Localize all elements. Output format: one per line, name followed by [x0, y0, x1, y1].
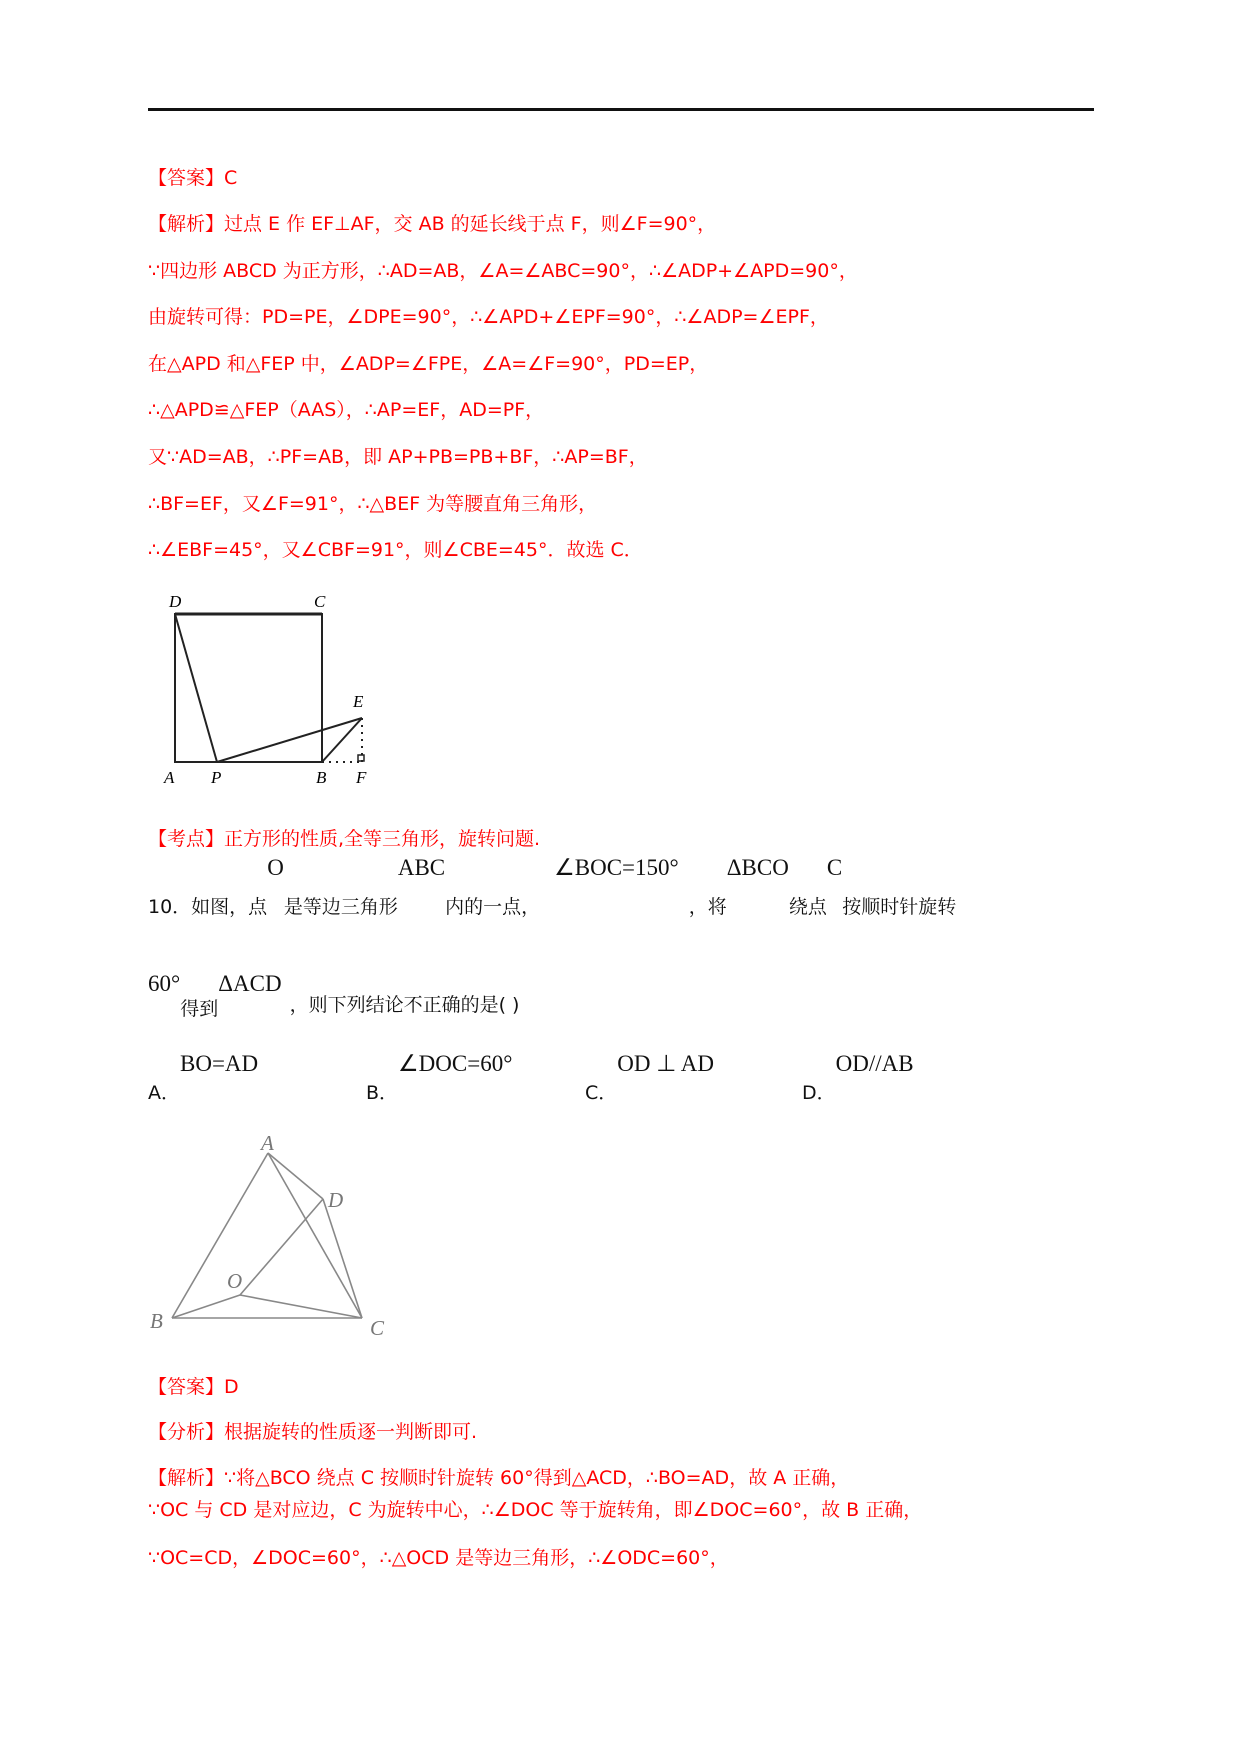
- q10-solution-line: 【解析】∵将△BCO 绕点 C 按顺时针旋转 60°得到△ACD，∴BO=AD，故 A 正确，: [148, 1467, 850, 1489]
- square-figure: [150, 585, 390, 785]
- svg-text:A: A: [164, 768, 175, 785]
- answer-label: 【答案】: [148, 167, 225, 189]
- q9-solution-line: ∵四边形 ABCD 为正方形，∴AD=AB，∠A=∠ABC=90°，∴∠ADP+∠APD=90°，: [148, 260, 858, 282]
- svg-text:P: P: [211, 768, 222, 785]
- svg-text:C: C: [314, 592, 326, 611]
- svg-text:D: D: [328, 1188, 344, 1212]
- q10-stem-line2: 60°得到ΔACD，则下列结论不正确的是( ): [148, 971, 520, 1020]
- q10-solution-line: ∵OC 与 CD 是对应边，C 为旋转中心，∴∠DOC 等于旋转角，即∠DOC=60°，故 B 正确，: [148, 1499, 923, 1521]
- q10-answer: [148, 1375, 239, 1399]
- svg-text:O: O: [227, 1269, 243, 1293]
- q9-solution-line: ∴△APD≌△FEP（AAS），∴AP=EF，AD=PF，: [148, 399, 545, 421]
- answer-value: D: [224, 1376, 239, 1398]
- option-d[interactable]: D．OD//AB: [802, 1051, 914, 1104]
- q10-analysis: 【分析】根据旋转的性质逐一判断即可.: [148, 1421, 478, 1443]
- svg-text:D: D: [169, 592, 182, 611]
- q9-solution-line: ∴∠EBF=45°，又∠CBF=91°，则∠CBE=45°．故选 C．: [148, 539, 643, 561]
- svg-text:C: C: [370, 1316, 385, 1340]
- q9-solution-line: 在△APD 和△FEP 中，∠ADP=∠FPE，∠A=∠F=90°，PD=EP，: [148, 353, 709, 375]
- triangle-figure: [145, 1125, 405, 1345]
- q9-solution-line: 又∵AD=AB，∴PF=AB，即 AP+PB=PB+BF，∴AP=BF，: [148, 446, 648, 468]
- svg-text:B: B: [316, 768, 327, 785]
- option-a[interactable]: A．BO=AD: [148, 1051, 259, 1104]
- q9-kaodian: 【考点】正方形的性质,全等三角形，旋转问题.: [148, 828, 541, 850]
- answer-label: 【答案】: [148, 1376, 225, 1398]
- header-rule: [148, 108, 1094, 111]
- q9-answer: [148, 166, 237, 190]
- option-c[interactable]: C．OD ⊥ AD: [585, 1051, 714, 1104]
- q9-solution-line: 【解析】过点 E 作 EF⊥AF，交 AB 的延长线于点 F，则∠F=90°，: [148, 213, 717, 235]
- q9-solution-line: ∴BF=EF，又∠F=91°，∴△BEF 为等腰直角三角形，: [148, 493, 598, 515]
- q10-solution-line: ∵OC=CD，∠DOC=60°，∴△OCD 是等边三角形，∴∠ODC=60°，: [148, 1547, 729, 1569]
- svg-text:F: F: [356, 768, 367, 785]
- svg-text:A: A: [261, 1131, 274, 1155]
- q9-solution-line: 由旋转可得：PD=PE，∠DPE=90°，∴∠APD+∠EPF=90°，∴∠ADP=∠EPF，: [148, 306, 829, 328]
- q10-stem-line1: 10．如图，点O是等边三角形ABC内的一点，∠BOC=150°，将ΔBCO绕点C按顺时针旋转: [148, 855, 957, 918]
- svg-text:B: B: [150, 1309, 163, 1333]
- answer-value: C: [224, 167, 238, 189]
- option-b[interactable]: B．∠DOC=60°: [366, 1051, 513, 1104]
- svg-text:E: E: [353, 692, 364, 711]
